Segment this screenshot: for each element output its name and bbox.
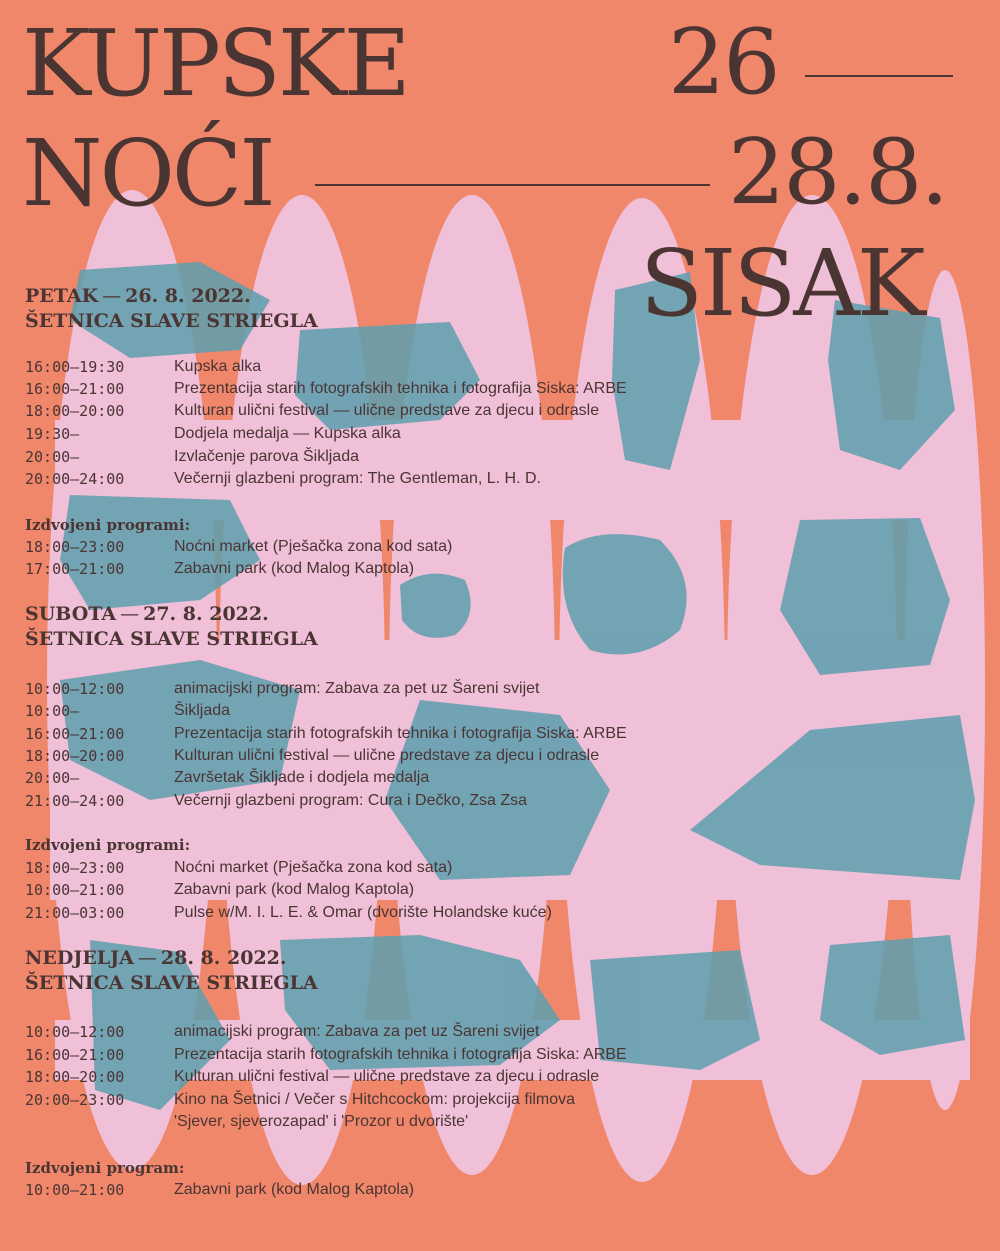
event-time: 21:00—03:00 xyxy=(25,904,125,922)
event-time: 16:00—21:00 xyxy=(25,380,125,398)
event-title: animacijski program: Zabava za pet uz Šareni svijet xyxy=(174,1023,540,1040)
event-title: Kino na Šetnici / Večer s Hitchcockom: projekcija filmova xyxy=(174,1091,576,1108)
event-time: 18:00—23:00 xyxy=(25,859,125,877)
event-time: 17:00—21:00 xyxy=(25,560,125,578)
event-title: Šikljada xyxy=(174,702,231,719)
event-time: 16:00—19:30 xyxy=(25,358,125,376)
featured-heading: Izdvojeni program: xyxy=(25,1159,185,1177)
event-time: 18:00—23:00 xyxy=(25,538,125,556)
event-time: 20:00—23:00 xyxy=(25,1091,125,1109)
event-time: 10:00—21:00 xyxy=(25,1181,125,1199)
event-time: 16:00—21:00 xyxy=(25,1046,125,1064)
date-start: 26 xyxy=(668,10,779,115)
event-time: 18:00—20:00 xyxy=(25,1068,125,1086)
event-title: Noćni market (Pješačka zona kod sata) xyxy=(174,538,453,555)
date-start-rule xyxy=(805,75,953,77)
heading-dash: — xyxy=(120,603,140,625)
event-time: 18:00—20:00 xyxy=(25,402,125,420)
event-time: 20:00—24:00 xyxy=(25,470,125,488)
event-title: Kulturan ulični festival — ulične predstave za djecu i odrasle xyxy=(174,747,600,764)
event-title: Prezentacija starih fotografskih tehnika i fotografija Siska: ARBE xyxy=(174,725,627,742)
day-location: ŠETNICA SLAVE STRIEGLA xyxy=(25,628,318,650)
featured-heading: Izdvojeni programi: xyxy=(25,836,191,854)
date-end: 28.8. xyxy=(728,120,947,225)
day-name: NEDJELJA xyxy=(25,947,134,969)
event-title: Zabavni park (kod Malog Kaptola) xyxy=(174,1181,415,1198)
stone xyxy=(563,534,687,654)
day-date: 26. 8. 2022. xyxy=(125,285,251,307)
event-time: 10:00—12:00 xyxy=(25,680,125,698)
event-time: 10:00— xyxy=(25,702,80,720)
day-heading xyxy=(25,946,287,971)
event-time: 10:00—12:00 xyxy=(25,1023,125,1041)
day-date: 28. 8. 2022. xyxy=(160,947,287,969)
day-name: PETAK xyxy=(25,285,99,307)
day-heading xyxy=(25,284,251,309)
event-time: 19:30— xyxy=(25,425,80,443)
event-title: animacijski program: Zabava za pet uz Šareni svijet xyxy=(174,680,540,697)
event-title: Izvlačenje parova Šikljada xyxy=(174,448,359,465)
event-title: Dodjela medalja — Kupska alka xyxy=(174,425,401,442)
event-time: 10:00—21:00 xyxy=(25,881,125,899)
heading-dash: — xyxy=(102,285,122,307)
event-title: Prezentacija starih fotografskih tehnika i fotografija Siska: ARBE xyxy=(174,1046,627,1063)
event-title: Kupska alka xyxy=(174,358,262,375)
stone xyxy=(400,574,471,638)
event-time: 21:00—24:00 xyxy=(25,792,125,810)
event-title: Završetak Šikljade i dodjela medalja xyxy=(174,769,430,786)
event-title: Zabavni park (kod Malog Kaptola) xyxy=(174,881,415,898)
title-line-2: NOĆI xyxy=(22,120,273,227)
title-rule xyxy=(315,184,710,186)
event-title: 'Sjever, sjeverozapad' i 'Prozor u dvorište' xyxy=(174,1113,469,1130)
event-title: Večernji glazbeni program: The Gentleman, L. H. D. xyxy=(174,470,541,487)
event-title: Noćni market (Pješačka zona kod sata) xyxy=(174,859,453,876)
day-name: SUBOTA xyxy=(25,603,117,625)
event-title: Pulse w/M. I. L. E. & Omar (dvorište Holandske kuće) xyxy=(174,904,552,921)
event-title: Kulturan ulični festival — ulične predstave za djecu i odrasle xyxy=(174,402,600,419)
event-time: 18:00—20:00 xyxy=(25,747,125,765)
title-line-1: KUPSKE xyxy=(22,10,408,117)
day-location: ŠETNICA SLAVE STRIEGLA xyxy=(25,310,318,332)
event-time: 20:00— xyxy=(25,448,80,466)
event-title: Prezentacija starih fotografskih tehnika i fotografija Siska: ARBE xyxy=(174,380,627,397)
event-time: 20:00— xyxy=(25,769,80,787)
heading-dash: — xyxy=(137,947,157,969)
event-time: 16:00—21:00 xyxy=(25,725,125,743)
featured-heading: Izdvojeni programi: xyxy=(25,516,191,534)
event-title: Zabavni park (kod Malog Kaptola) xyxy=(174,560,415,577)
day-heading xyxy=(25,602,269,627)
event-title: Kulturan ulični festival — ulične predstave za djecu i odrasle xyxy=(174,1068,600,1085)
day-location: ŠETNICA SLAVE STRIEGLA xyxy=(25,972,318,994)
day-date: 27. 8. 2022. xyxy=(143,603,269,625)
event-title: Večernji glazbeni program: Cura i Dečko, Zsa Zsa xyxy=(174,792,528,809)
city-name: SISAK xyxy=(640,230,923,337)
